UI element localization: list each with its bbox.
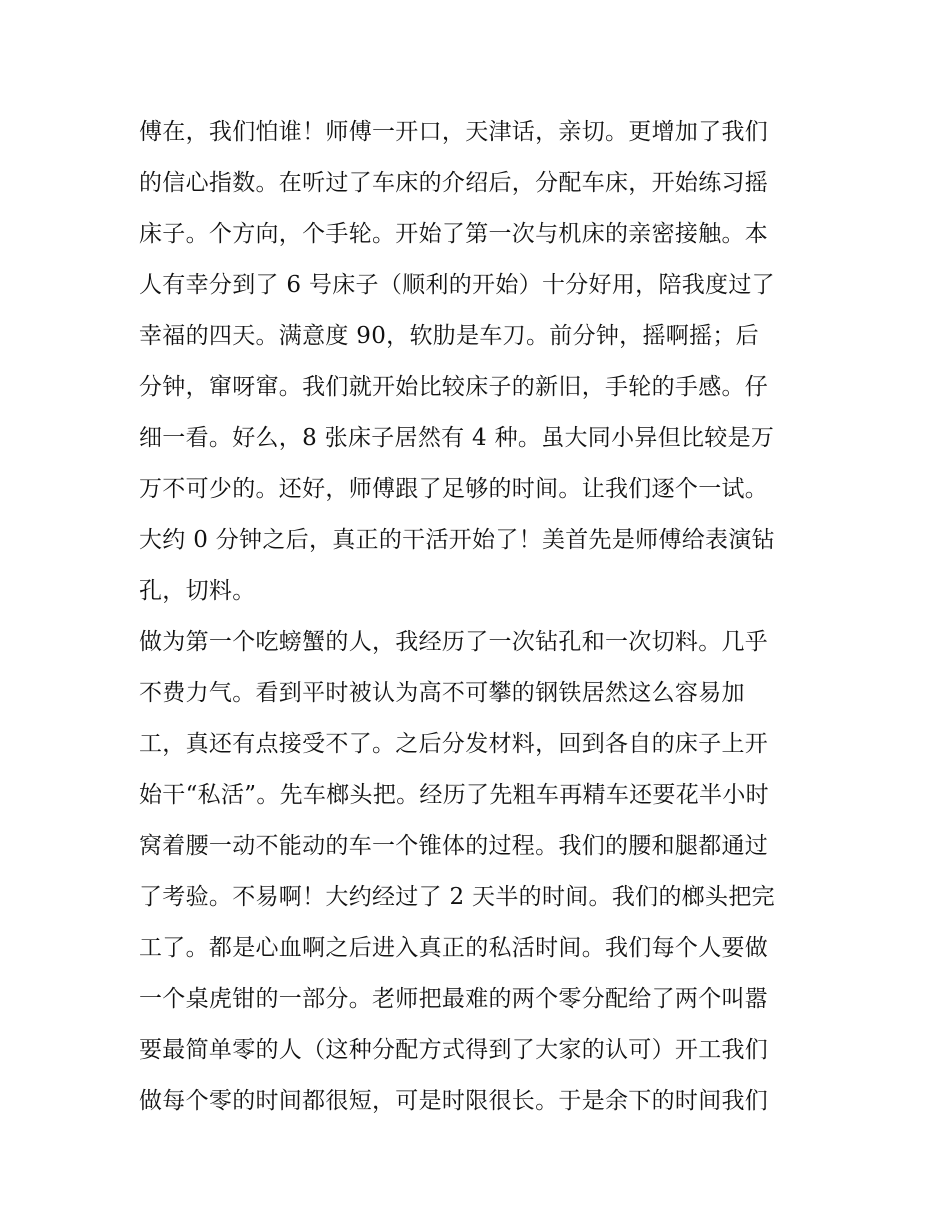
text-line: 工，真还有点接受不了。之后分发材料，回到各自的床子上开	[139, 731, 769, 757]
text-line: 大约 0 分钟之后，真正的干活开始了！美首先是师傅给表演钻	[139, 527, 775, 553]
text-line: 工了。都是心血啊之后进入真正的私活时间。我们每个人要做	[139, 935, 769, 961]
text-line: 窝着腰一动不能动的车一个锥体的过程。我们的腰和腿都通过	[139, 833, 769, 859]
text-line: 幸福的四天。满意度 90，软肋是车刀。前分钟，摇啊摇；后	[139, 323, 759, 349]
text-line: 的信心指数。在听过了车床的介绍后，分配车床，开始练习摇	[139, 170, 769, 196]
text-line: 做为第一个吃螃蟹的人，我经历了一次钻孔和一次切料。几乎	[139, 629, 769, 655]
text-line: 傅在，我们怕谁！师傅一开口，天津话，亲切。更增加了我们	[139, 119, 769, 145]
text-line: 人有幸分到了 6 号床子（顺利的开始）十分好用，陪我度过了	[139, 272, 775, 298]
text-line: 做每个零的时间都很短，可是时限很长。于是余下的时间我们	[139, 1088, 769, 1114]
text-line: 了考验。不易啊！大约经过了 2 天半的时间。我们的榔头把完	[139, 884, 775, 910]
text-line: 要最简单零的人（这种分配方式得到了大家的认可）开工我们	[139, 1037, 769, 1063]
text-line: 不费力气。看到平时被认为高不可攀的钢铁居然这么容易加	[139, 680, 745, 706]
text-line: 孔，切料。	[139, 578, 256, 604]
text-line: 始干“私活”。先车榔头把。经历了先粗车再精车还要花半小时	[139, 782, 769, 808]
text-line: 床子。个方向，个手轮。开始了第一次与机床的亲密接触。本	[139, 221, 769, 247]
text-line: 万不可少的。还好，师傅跟了足够的时间。让我们逐个一试。	[139, 476, 769, 502]
body-text	[139, 107, 819, 1127]
text-line: 细一看。好么，8 张床子居然有 4 种。虽大同小异但比较是万	[139, 425, 775, 451]
text-line: 一个桌虎钳的一部分。老师把最难的两个零分配给了两个叫嚣	[139, 986, 769, 1012]
text-line: 分钟，窜呀窜。我们就开始比较床子的新旧，手轮的手感。仔	[139, 374, 769, 400]
